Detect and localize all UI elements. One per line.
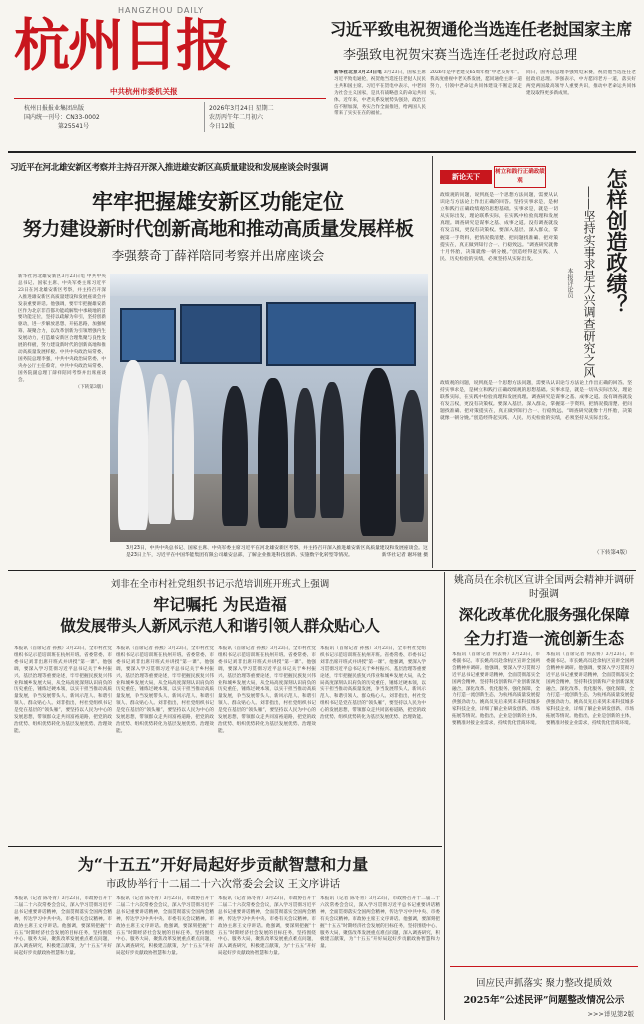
story4-col-1: 本报讯（记者 陈冬青）3月23日，市政协召开十二届二十六次常委会会议，深入学习贯彻习近平总书记重要讲话精神，全面贯彻落实全国两会精神，传达学习中共中央、市委有关会议精神。市政协主席王文序讲话。他强调，要深刻把握“十五五”时期经济社会发展的目标任务，坚持围绕中心、服务大局，聚焦改革发展重点难点问题，深入调查研究，积极建言献策，为“十五五”开好局起好步贡献政协智慧和力量。 [14,896,112,957]
top-story-subtitle: 李强致电祝贺宋赛当选连任老挝政府总理 [343,48,578,63]
top-story-title: 习近平致电祝贺通伦当选连任老挝国家主席 [330,20,632,39]
lead-body [18,274,106,568]
story4-col-2: 本报讯（记者 陈冬青）3月23日，市政协召开十二届二十六次常委会会议，深入学习贯彻习近平总书记重要讲话精神，全面贯彻落实全国两会精神，传达学习中共中央、市委有关会议精神。市政协主席王文序讲话。他强调，要深刻把握“十五五”时期经济社会发展的目标任务，坚持围绕中心、服务大局，聚焦改革发展重点难点问题，深入调查研究，积极建言献策，为“十五五”开好局起好步贡献政协智慧和力量。 [116,896,214,957]
lead-photo [110,274,428,542]
masthead-pages: 今日12版 [209,123,235,130]
top-story-body-a-text: 3月23日，国家主席习近平致电通伦，祝贺他当选连任老挝人民民主共和国主席。习近平在贺电中表示，中老同为社会主义国家，是具有战略意义的命运共同体。近年来，中老关系发展势头强劲，政治互信不断加深，务实合作全面推进，给两国人民带来了实实在在的福祉。 [334,70,426,117]
lead-photo-caption [126,545,428,559]
right-tag-2 [494,166,546,188]
ceiling-light [110,274,428,296]
story3-divider [444,572,445,1020]
top-story-body-b: 2026年是中老建交65周年暨“中老友好年”。我高度重视中老关系发展，愿同通伦主席一道努力，引领中老命运共同体建设不断走深走实。 [430,70,522,96]
right-subtitle: ——坚持实事求是大兴调查研究之风 [582,186,596,378]
masthead-sponsor: 中共杭州市委机关报 [110,87,178,96]
story3-col-2: 本报讯（首席记者 何去将）3月23日，市委副书记、市长姚高员赴余杭区宣讲全国两会精神并调研。他强调，要深入学习贯彻习近平总书记重要讲话精神，全面贯彻落实全国两会精神，坚持科技创新和产业创新深度融合，深化改革、优化服务、强化保障，全力打造一流创新生态，为杭州高质量发展提供强劲动力。姚高员先后来到未来科技城多家科技企业，详细了解企业研发创新、市场拓展等情况。他指出，企业是创新的主体，要精准对接企业需求，持续优化营商环境。 [546,652,634,727]
story2-col-2: 本报讯（首席记者 孙燕）3月23日，全市村社党组织书记示范培训班在杭州开班。省委常委、市委书记刘非出席开班式并讲授“第一课”。他强调，要深入学习贯彻习近平总书记关于乡村振兴、基层治理等重要论述，牢牢把握民族复兴伟业和城乡发展大局，从全局高度深刻认识肩负的历史重任，锤炼过硬本领，以实干担当推动高质量发展，争当发展带头人、新风示范人、和谐引领人、群众贴心人。刘非指出，村社党组织书记是党在基层的“领头雁”，要坚持以人民为中心的发展思想，带领群众走共同富裕道路，把党的政治优势、组织优势转化为基层发展优势、治理效能。 [116,646,214,734]
story4-col-3: 本报讯（记者 陈冬青）3月23日，市政协召开十二届二十六次常委会会议，深入学习贯彻习近平总书记重要讲话精神，全面贯彻落实全国两会精神，传达学习中共中央、市委有关会议精神。市政协主席王文序讲话。他强调，要深刻把握“十五五”时期经济社会发展的目标任务，坚持围绕中心、服务大局，聚焦改革发展重点难点问题，深入调查研究，积极建言献策，为“十五五”开好局起好步贡献政协智慧和力量。 [218,896,316,957]
lead-headline-1: 牢牢把握雄安新区功能定位 [92,189,344,214]
lead-headline-2: 努力建设新时代创新高地和推动高质量发展样板 [22,218,414,240]
lead-body-text: 新华社河北雄安新区3月23日电 中共中央总书记、国家主席、中央军委主席习近平23日在河北雄安新区考察，并主持召开深入推进雄安新区高质量建设和发展座谈会并发表重要讲话。他强调，要牢牢把握雄安新区作为北京非首都功能疏解集中承载地的首要功能定位，坚持以疏解为牵引，坚持创新驱动，进一步解放思想、开拓思路，加强统筹、凝聚合力，以改革创新为引领增强内生发展动力，打造雄安新区合理集聚与良性发展的样板，努力建设新时代的创新高地和推动高质量发展样板。中共中央政治局常委、国务院总理李强，中共中央政治局常委、中央办公厅主任蔡奇，中共中央政治局常委、国务院副总理丁薛祥陪同考察并出席座谈会。 [18,274,106,383]
masthead-logo: 杭州日报 [14,13,230,79]
lead-subtitle: 李强蔡奇丁薛祥陪同考察并出席座谈会 [111,248,325,263]
story3-kicker: 姚高员在余杭区宣讲全国两会精神并调研时强调 [454,575,634,600]
right-body-lower [440,380,632,530]
story3-col-1: 本报讯（首席记者 何去将）3月23日，市委副书记、市长姚高员赴余杭区宣讲全国两会精神并调研。他强调，要深入学习贯彻习近平总书记重要讲话精神，全面贯彻落实全国两会精神，坚持科技创新和产业创新深度融合，深化改革、优化服务、强化保障，全力打造一流创新生态，为杭州高质量发展提供强劲动力。姚高员先后来到未来科技城多家科技企业，详细了解企业研发创新、市场拓展等情况。他指出，企业是创新的主体，要精准对接企业需求，持续优化营商环境。 [452,652,540,727]
story2-col-1: 本报讯（首席记者 孙燕）3月23日，全市村社党组织书记示范培训班在杭州开班。省委常委、市委书记刘非出席开班式并讲授“第一课”。他强调，要深入学习贯彻习近平总书记关于乡村振兴、基层治理等重要论述，牢牢把握民族复兴伟业和城乡发展大局，从全局高度深刻认识肩负的历史重任，锤炼过硬本领，以实干担当推动高质量发展，争当发展带头人、新风示范人、和谐引领人、群众贴心人。刘非指出，村社党组织书记是党在基层的“领头雁”，要坚持以人民为中心的发展思想，带领群众走共同富裕道路，把党的政治优势、组织优势转化为基层发展优势、治理效能。 [14,646,112,734]
masthead-pinyin: HANGZHOU DAILY [118,6,204,15]
right-continued: （下转第4版） [594,550,631,556]
person [174,380,194,520]
masthead-rule [14,98,326,99]
story2-col-4: 本报讯（首席记者 孙燕）3月23日，全市村社党组织书记示范培训班在杭州开班。省委常委、市委书记刘非出席开班式并讲授“第一课”。他强调，要深入学习贯彻习近平总书记关于乡村振兴、基层治理等重要论述，牢牢把握民族复兴伟业和城乡发展大局，从全局高度深刻认识肩负的历史重任，锤炼过硬本领，以实干担当推动高质量发展，争当发展带头人、新风示范人、和谐引领人、群众贴心人。刘非指出，村社党组织书记是党在基层的“领头雁”，要坚持以人民为中心的发展思想，带领群众走共同富裕道路，把党的政治优势、组织优势转化为基层发展优势、治理效能。 [320,646,426,721]
footer-promo-line-2: 2025年“公述民评”问题整改情况公示 [463,995,625,1006]
story3-headline-2: 全力打造一流创新生态 [463,629,624,648]
top-story-body-c: 同日，国务院总理李强致电宋赛，祝贺他当选连任老挝政府总理。李强表示，中方愿同老方一道，落实好两党两国最高领导人重要共识，推动中老命运共同体建设取得更多新成果。 [526,70,636,96]
story4-rule [8,846,442,847]
display-screen [120,308,176,362]
top-story-body-a [334,70,426,148]
right-tag-1 [440,170,492,184]
display-screen [180,304,262,364]
person [118,360,148,530]
footer-promo-pointer: >>>详见第2版 [587,1010,634,1018]
right-body-text: 政绩观的问题，说到底是一个思想方法问题，需要从认识论与方法论上作出正确的回答。坚持实事求是，是树立和践行正确政绩观的思想基础。实事求是，就是一切从实际出发，理论联系实际，在实践中检验真理和发展真理。调查研究是谋事之基、成事之道。没有调查就没有发言权，更没有决策权。要深入基层、深入群众，掌握第一手资料，把情况摸清楚、把问题找准确、把对策提实在，真正做到知行合一、行稳致远。“调查研究就像十月怀胎，决策就像一朝分娩。”创造经得起实践、人民、历史检验的实绩，必须坚持从实际出发。 [440,193,558,262]
masthead-lunar: 农历丙午年二月初六 [209,114,264,121]
lead-continued: （下转第3版） [75,384,106,390]
middle-rule [8,570,636,571]
masthead-date: 2026年3月24日 星期二 [209,105,274,112]
story2-col-3: 本报讯（首席记者 孙燕）3月23日，全市村社党组织书记示范培训班在杭州开班。省委常委、市委书记刘非出席开班式并讲授“第一课”。他强调，要深入学习贯彻习近平总书记关于乡村振兴、基层治理等重要论述，牢牢把握民族复兴伟业和城乡发展大局，从全局高度深刻认识肩负的历史重任，锤炼过硬本领，以实干担当推动高质量发展，争当发展带头人、新风示范人、和谐引领人、群众贴心人。刘非指出，村社党组织书记是党在基层的“领头雁”，要坚持以人民为中心的发展思想，带领群众走共同富裕道路，把党的政治优势、组织优势转化为基层发展优势、治理效能。 [218,646,316,734]
story4-col-4: 本报讯（记者 陈冬青）3月23日，市政协召开十二届二十六次常委会会议，深入学习贯彻习近平总书记重要讲话精神，全面贯彻落实全国两会精神，传达学习中共中央、市委有关会议精神。市政协主席王文序讲话。他强调，要深刻把握“十五五”时期经济社会发展的目标任务，坚持围绕中心、服务大局，聚焦改革发展重点难点问题，深入调查研究，积极建言献策，为“十五五”开好局起好步贡献政协智慧和力量。 [320,896,440,950]
lead-kicker: 习近平在河北雄安新区考察并主持召开深入推进雄安新区高质量建设和发展座谈会时强调 [10,163,328,173]
story4-subtitle: 市政协举行十二届二十六次常委会会议 王文序讲话 [105,878,341,890]
story2-headline-2: 做发展带头人新风示范人和谐引领人群众贴心人 [60,616,380,635]
person [258,378,288,528]
person [222,386,248,526]
person [360,368,396,536]
person [400,390,424,522]
footer-promo[interactable] [450,966,638,1020]
top-story-dateline: 新华社北京3月23日电 [334,70,383,75]
display-screen [266,302,416,366]
person [294,388,316,518]
masthead-cn-number: 国内统一刊号：CN33-0002 [24,114,100,121]
right-tag-2-text: 树立和践行正确政绩观 [495,169,545,184]
masthead-divider [204,102,205,132]
footer-promo-line-1: 回应民声抓落实 聚力整改提质效 [475,978,613,989]
right-author: 本报评论员 [566,268,573,298]
lead-photographer: 新华社记者 谢环驰 摄 [381,553,428,558]
top-rule [8,151,636,153]
right-tag-1-text: 新论天下 [452,173,480,181]
person [320,382,344,518]
lead-photo-caption-text: 3月23日，中共中央总书记、国家主席、中央军委主席习近平在河北雄安新区考察，并主持召开深入推进雄安新区高质量建设和发展座谈会。这是23日上午，习近平在中国华能集团有限公司雄安总部，了解企业推进科技创新、实施数字化转型等情况。 [126,546,428,558]
story2-headline-1: 牢记嘱托 为民造福 [153,595,287,614]
story4-headline: 为“十五五”开好局起好步贡献智慧和力量 [77,855,369,874]
story3-headline-1: 深化改革优化服务强化保障 [458,607,630,624]
masthead-issue: 第25541号 [58,123,90,130]
story2-kicker-text: 刘非在全市村社党组织书记示范培训班开班式上强调 [110,579,330,590]
masthead-publisher: 杭州日报报业集团出版 [24,105,85,112]
right-question: 怎样创造政绩？ [604,168,629,315]
person [148,374,172,524]
right-column-divider [432,156,433,568]
right-body-lower-text: 政绩观的问题，说到底是一个思想方法问题，需要从认识论与方法论上作出正确的回答。坚持实事求是，是树立和践行正确政绩观的思想基础。实事求是，就是一切从实际出发，理论联系实际，在实践中检验真理和发展真理。调查研究是谋事之基、成事之道。没有调查就没有发言权，更没有决策权。要深入基层、深入群众，掌握第一手资料，把情况摸清楚、把问题找准确、把对策提实在，真正做到知行合一、行稳致远。“调查研究就像十月怀胎，决策就像一朝分娩。”创造经得起实践、人民、历史检验的实绩，必须坚持从实际出发。 [440,381,632,422]
